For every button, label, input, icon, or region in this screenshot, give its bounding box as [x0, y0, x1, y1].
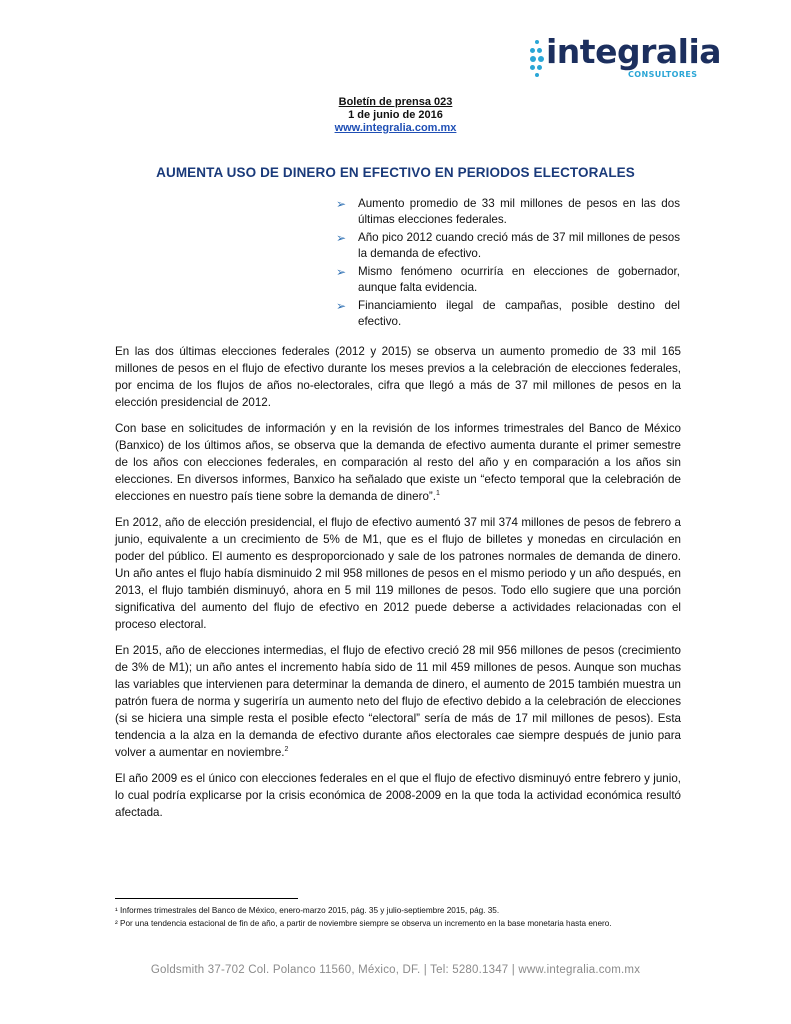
footnote-2: ² Por una tendencia estacional de fin de año, a partir de noviembre siempre se observa un incremento en la base monetaria hasta enero. [115, 919, 612, 928]
bullet-text: Aumento promedio de 33 mil millones de pesos en las dos últimas elecciones federales. [358, 197, 680, 226]
logo-subtitle: CONSULTORES [628, 70, 698, 79]
list-item [336, 264, 680, 296]
footnote-1: ¹ Informes trimestrales del Banco de México, enero-marzo 2015, pág. 35 y julio-septiembre 2015, pág. 35. [115, 906, 500, 915]
page-footer: Goldsmith 37-702 Col. Polanco 11560, México, DF. | Tel: 5280.1347 | www.integralia.com.mx [150, 964, 641, 976]
highlights-list [336, 196, 680, 332]
footnotes [115, 904, 695, 930]
bulletin-number: Boletín de prensa 023 [338, 96, 453, 108]
paragraph: En las dos últimas elecciones federales (2012 y 2015) se observa un aumento promedio de 33 mil 165 millones de pesos en el flujo de efectivo durante los meses previos a la celebración de elecciones federales, por encima de los flujos de años no-electorales, cifra que llegó a más de 37 mil millones de pesos en la elección presidencial de 2012. [115, 345, 681, 409]
article-body [115, 343, 681, 830]
logo-dots-icon [530, 40, 544, 80]
list-item [336, 230, 680, 262]
integralia-logo [530, 32, 722, 86]
paragraph: En 2012, año de elección presidencial, el flujo de efectivo aumentó 37 mil 374 millones de pesos de febrero a junio, equivalente a un crecimiento de 5% de M1, que es el flujo de billetes y monedas en circulación en poder del público. El aumento es desproporcionado y sale de los patrones normales de demanda de dinero. Un año antes el flujo había disminuido 2 mil 958 millones de pesos en el mismo periodo y un año después, en 2013, el flujo también disminuyó, ahora en 5 mil 119 millones de pesos. Todo ello sugiere que una porción significativa del aumento del flujo de efectivo en 2012 puede deberse a actividades relacionadas con el proceso electoral. [115, 516, 681, 631]
arrow-bullet-icon: ➢ [336, 265, 347, 279]
logo-wordmark: integralia [546, 32, 722, 71]
paragraph: Con base en solicitudes de información y en la revisión de los informes trimestrales del Banco de México (Banxico) de los últimos años, se observa que la demanda de efectivo aumenta durante el primer semestre de los años con elecciones federales, en comparación al resto del año y en comparación a los años sin elecciones. En diversos informes, Banxico ha señalado que existe un “efecto temporal que la celebración de elecciones en nuestro país tiene sobre la demanda de dinero”.$^1$ [115, 422, 681, 503]
bullet-text: Financiamiento ilegal de campañas, posible destino del efectivo. [358, 299, 680, 328]
paragraph: El año 2009 es el único con elecciones federales en el que el flujo de efectivo disminuyó entre febrero y junio, lo cual podría explicarse por la crisis económica de 2008-2009 en la que toda la actividad económica resultó afectada. [115, 772, 681, 819]
footnote-divider [115, 898, 298, 899]
footnote-ref[interactable]: 1 [435, 490, 440, 498]
paragraph: En 2015, año de elecciones intermedias, el flujo de efectivo creció 28 mil 956 millones de pesos (crecimiento de 3% de M1); un año antes el incremento había sido de 11 mil 459 millones de pesos. Aunque son muchas las variables que intervienen para determinar la demanda de dinero, el aumento de 2015 también muestra un patrón fuera de norma y sugeriría un aumento neto del flujo de efectivo debido a la celebración de elecciones (si se hiciera una simple resta el posible efecto “electoral” sería de más de 17 mil millones de pesos). Esta tendencia a la alza en la demanda de efectivo durante años electorales cae siempre después de junio para volver a aumentar en noviembre.$^2$ [115, 644, 681, 759]
bullet-text: Año pico 2012 cuando creció más de 37 mil millones de pesos la demanda de efectivo. [358, 231, 680, 260]
press-header [0, 96, 791, 135]
footnote-ref[interactable]: 2 [284, 746, 289, 754]
page-title: AUMENTA USO DE DINERO EN EFECTIVO EN PERIODOS ELECTORALES [156, 165, 635, 180]
bulletin-date: 1 de junio de 2016 [348, 109, 443, 121]
arrow-bullet-icon: ➢ [336, 299, 347, 313]
arrow-bullet-icon: ➢ [336, 231, 347, 245]
arrow-bullet-icon: ➢ [336, 197, 347, 211]
bullet-text: Mismo fenómeno ocurriría en elecciones de gobernador, aunque falta evidencia. [358, 265, 680, 294]
website-link[interactable]: www.integralia.com.mx [334, 122, 457, 134]
list-item [336, 298, 680, 330]
list-item [336, 196, 680, 228]
